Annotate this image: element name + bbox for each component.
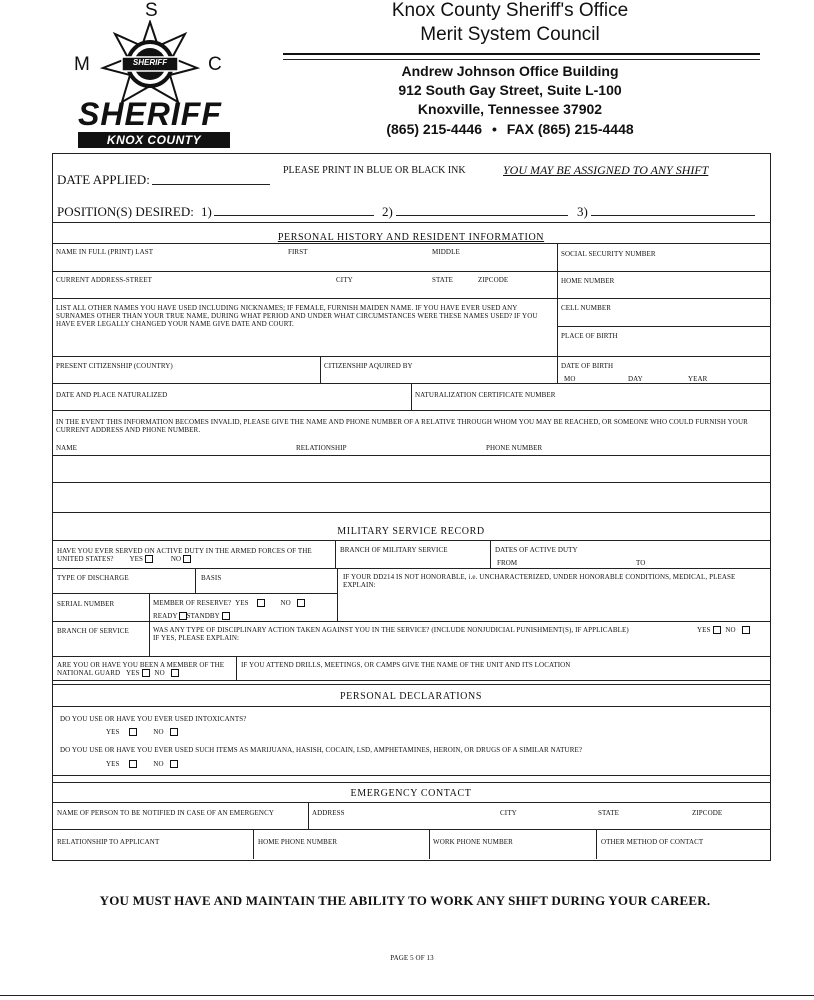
- address-state-label: STATE: [432, 276, 453, 284]
- header-rule-thin: [283, 59, 760, 60]
- name-middle-label: MIDDLE: [432, 248, 460, 256]
- intoxicants-no-label: NO: [153, 728, 164, 736]
- reserve-question: [153, 599, 337, 607]
- served-yes-checkbox[interactable]: [145, 555, 153, 563]
- street-address: 912 South Gay Street, Suite L-100: [398, 82, 622, 98]
- emergency-work-phone-label: WORK PHONE NUMBER: [433, 838, 513, 846]
- phone-number: (865) 215-4446: [386, 121, 483, 137]
- office-title: Knox County Sheriff's Office: [391, 0, 629, 21]
- guard-no-label: NO: [154, 669, 165, 677]
- council-title: Merit System Council: [420, 24, 600, 45]
- separator-dot: •: [491, 121, 497, 137]
- logo-wordmark: SHERIFF: [78, 96, 222, 132]
- relative-entry-2[interactable]: [53, 483, 769, 511]
- drugs-yes-checkbox[interactable]: [129, 760, 137, 768]
- dob-label: DATE OF BIRTH: [561, 362, 614, 370]
- place-of-birth-label: PLACE OF BIRTH: [561, 332, 618, 340]
- branch-military-label: BRANCH OF MILITARY SERVICE: [340, 546, 448, 554]
- served-yes-label: YES: [129, 555, 144, 563]
- disciplinary-if-yes: IF YES, PLEASE EXPLAIN:: [153, 634, 240, 642]
- dates-active-duty-label: DATES OF ACTIVE DUTY: [495, 546, 578, 554]
- reserve-no-label: NO: [280, 599, 291, 607]
- standby-checkbox[interactable]: [222, 612, 230, 620]
- address-city-label: CITY: [336, 276, 353, 284]
- intoxicants-options: [106, 728, 178, 736]
- drugs-no-label: NO: [153, 760, 164, 768]
- disciplinary-question: WAS ANY TYPE OF DISCIPLINARY ACTION TAKEN AGAINST YOU IN THE SERVICE? (INCLUDE NONJUDICIAL PUNISHMENT(S), IF APPLICABLE): [153, 626, 629, 634]
- logo-county-banner: KNOX COUNTY: [78, 132, 230, 148]
- intoxicants-yes-checkbox[interactable]: [129, 728, 137, 736]
- position-3-num: 3): [577, 204, 588, 219]
- disciplinary-no-checkbox[interactable]: [742, 626, 750, 634]
- dates-to-label: TO: [636, 559, 646, 567]
- other-names-label: LIST ALL OTHER NAMES YOU HAVE USED INCLUDING NICKNAMES; IF FEMALE, FURNISH MAIDEN NAME. IF YOU HAVE EVER USED ANY SURNAMES OTHER THAN YOUR TRUE NAME, DURING WHAT PERIOD AND UNDER WHAT CIRCUMSTANCES WERE THESE NAMES USED? IF YOU HAVE EVER LEGALLY CHANGED YOUR NAME GIVE DATE AND COURT.: [56, 304, 538, 328]
- emergency-city-label: CITY: [500, 809, 517, 817]
- position-1-field[interactable]: [214, 203, 374, 216]
- logo-badge-text: SHERIFF: [132, 58, 168, 67]
- contact-line: [310, 121, 710, 137]
- relative-instructions: IN THE EVENT THIS INFORMATION BECOMES INVALID, PLEASE GIVE THE NAME AND PHONE NUMBER OF A RELATIVE THROUGH WHOM YOU MAY BE REACHED, OR SOMEONE WHO COULD FURNISH YOUR CURRENT ADDRESS AND PHONE NUMBER.: [56, 418, 748, 434]
- drugs-question: DO YOU USE OR HAVE YOU EVER USED SUCH ITEMS AS MARIJUANA, HASISH, COCAIN, LSD, AMPHETAMINES, HEROIN, OR DRUGS OF A SIMILAR NATURE?: [60, 746, 583, 754]
- disciplinary-yes-label: YES: [697, 626, 711, 634]
- intoxicants-question: DO YOU USE OR HAVE YOU EVER USED INTOXICANTS?: [60, 715, 247, 723]
- served-question: [57, 547, 333, 563]
- guard-yes-checkbox[interactable]: [142, 669, 150, 677]
- position-3-field[interactable]: [591, 203, 755, 216]
- logo-letter-m: M: [74, 54, 90, 75]
- emergency-other-contact-label: OTHER METHOD OF CONTACT: [601, 838, 704, 846]
- relative-entry-1[interactable]: [53, 456, 769, 481]
- guard-no-checkbox[interactable]: [171, 669, 179, 677]
- shift-notice: YOU MAY BE ASSIGNED TO ANY SHIFT: [503, 163, 709, 177]
- page-number: PAGE 5 OF 13: [390, 954, 434, 962]
- reserve-yes-checkbox[interactable]: [257, 599, 265, 607]
- shift-statement: YOU MUST HAVE AND MAINTAIN THE ABILITY TO WORK ANY SHIFT DURING YOUR CAREER.: [99, 893, 711, 908]
- guard-yes-label: YES: [126, 669, 140, 677]
- relative-name-label: NAME: [56, 444, 78, 452]
- served-question-text: HAVE YOU EVER SERVED ON ACTIVE DUTY IN THE ARMED FORCES OF THE UNITED STATES?: [57, 547, 312, 563]
- dob-day-label: DAY: [628, 375, 643, 383]
- name-first-label: FIRST: [288, 248, 308, 256]
- drugs-yes-label: YES: [106, 760, 120, 768]
- print-ink-note: PLEASE PRINT IN BLUE OR BLACK INK: [283, 165, 466, 176]
- emergency-zip-label: ZIPCODE: [692, 809, 723, 817]
- citizenship-label: PRESENT CITIZENSHIP (COUNTRY): [56, 362, 173, 370]
- address-zip-label: ZIPCODE: [478, 276, 509, 284]
- intoxicants-yes-label: YES: [106, 728, 120, 736]
- ready-checkbox[interactable]: [179, 612, 187, 620]
- emergency-state-label: STATE: [598, 809, 619, 817]
- declarations-title: PERSONAL DECLARATIONS: [340, 691, 482, 702]
- relative-phone-label: PHONE NUMBER: [486, 444, 543, 452]
- position-2-field[interactable]: [396, 203, 568, 216]
- reserve-label: MEMBER OF RESERVE?: [153, 599, 232, 607]
- relative-relationship-label: RELATIONSHIP: [296, 444, 347, 452]
- logo-letter-c: C: [208, 54, 222, 75]
- position-1-num: 1): [201, 204, 212, 219]
- name-last-label: NAME IN FULL (PRINT) LAST: [56, 248, 154, 256]
- reserve-no-checkbox[interactable]: [297, 599, 305, 607]
- emergency-address-label: ADDRESS: [312, 809, 345, 817]
- drills-label: IF YOU ATTEND DRILLS, MEETINGS, OR CAMPS GIVE THE NAME OF THE UNIT AND ITS LOCATION: [241, 661, 571, 669]
- branch-of-service-label: BRANCH OF SERVICE: [57, 627, 129, 635]
- standby-label: STANDBY: [186, 612, 220, 620]
- logo-letter-s: S: [145, 0, 158, 21]
- emergency-home-phone-label: HOME PHONE NUMBER: [258, 838, 338, 846]
- cell-number-label: CELL NUMBER: [561, 304, 612, 312]
- dates-from-label: FROM: [497, 559, 518, 567]
- reserve-type: [153, 612, 230, 620]
- emergency-title: EMERGENCY CONTACT: [350, 788, 472, 799]
- ssn-label: SOCIAL SECURITY NUMBER: [561, 250, 656, 258]
- emergency-name-label: NAME OF PERSON TO BE NOTIFIED IN CASE OF AN EMERGENCY: [57, 809, 275, 817]
- guard-question: [57, 661, 233, 677]
- dd214-explain-label: IF YOUR DD214 IS NOT HONORABLE, i.e. UNCHARACTERIZED, UNDER HONORABLE CONDITIONS, MEDICAL, PLEASE EXPLAIN:: [343, 573, 736, 589]
- disciplinary-options: [697, 626, 750, 634]
- disciplinary-yes-checkbox[interactable]: [713, 626, 721, 634]
- emergency-relationship-label: RELATIONSHIP TO APPLICANT: [57, 838, 160, 846]
- date-applied-label: DATE APPLIED:: [57, 172, 150, 187]
- personal-history-title: PERSONAL HISTORY AND RESIDENT INFORMATION: [277, 232, 545, 243]
- position-2-num: 2): [382, 204, 393, 219]
- address-street-label: CURRENT ADDRESS-STREET: [56, 276, 152, 284]
- ready-label: READY: [153, 612, 178, 620]
- citizenship-acquired-label: CITIZENSHIP AQUIRED BY: [324, 362, 413, 370]
- date-applied-field[interactable]: [152, 172, 270, 185]
- guard-question-text: ARE YOU OR HAVE YOU BEEN A MEMBER OF THE NATIONAL GUARD: [57, 661, 225, 677]
- military-title: MILITARY SERVICE RECORD: [337, 526, 485, 537]
- city-line: Knoxville, Tennessee 37902: [417, 101, 603, 117]
- disciplinary-no-label: NO: [725, 626, 736, 634]
- fax-number: FAX (865) 215-4448: [506, 121, 634, 137]
- bottom-rule: [0, 995, 814, 996]
- discharge-type-label: TYPE OF DISCHARGE: [57, 574, 129, 582]
- discharge-basis-label: BASIS: [201, 574, 222, 582]
- drugs-no-checkbox[interactable]: [170, 760, 178, 768]
- name-field[interactable]: [53, 258, 556, 270]
- served-no-label: NO: [170, 555, 182, 563]
- dob-year-label: YEAR: [688, 375, 708, 383]
- dob-mo-label: MO: [564, 375, 576, 383]
- drugs-options: [106, 760, 178, 768]
- home-number-label: HOME NUMBER: [561, 277, 615, 285]
- naturalized-label: DATE AND PLACE NATURALIZED: [56, 391, 168, 399]
- intoxicants-no-checkbox[interactable]: [170, 728, 178, 736]
- positions-label: POSITION(S) DESIRED:: [57, 204, 194, 219]
- header-rule: [283, 53, 760, 55]
- serial-number-label: SERIAL NUMBER: [57, 600, 115, 608]
- served-no-checkbox[interactable]: [183, 555, 191, 563]
- building-name: Andrew Johnson Office Building: [401, 63, 619, 79]
- naturalization-cert-label: NATURALIZATION CERTIFICATE NUMBER: [415, 391, 556, 399]
- reserve-yes-label: YES: [235, 599, 249, 607]
- logo: [60, 0, 260, 150]
